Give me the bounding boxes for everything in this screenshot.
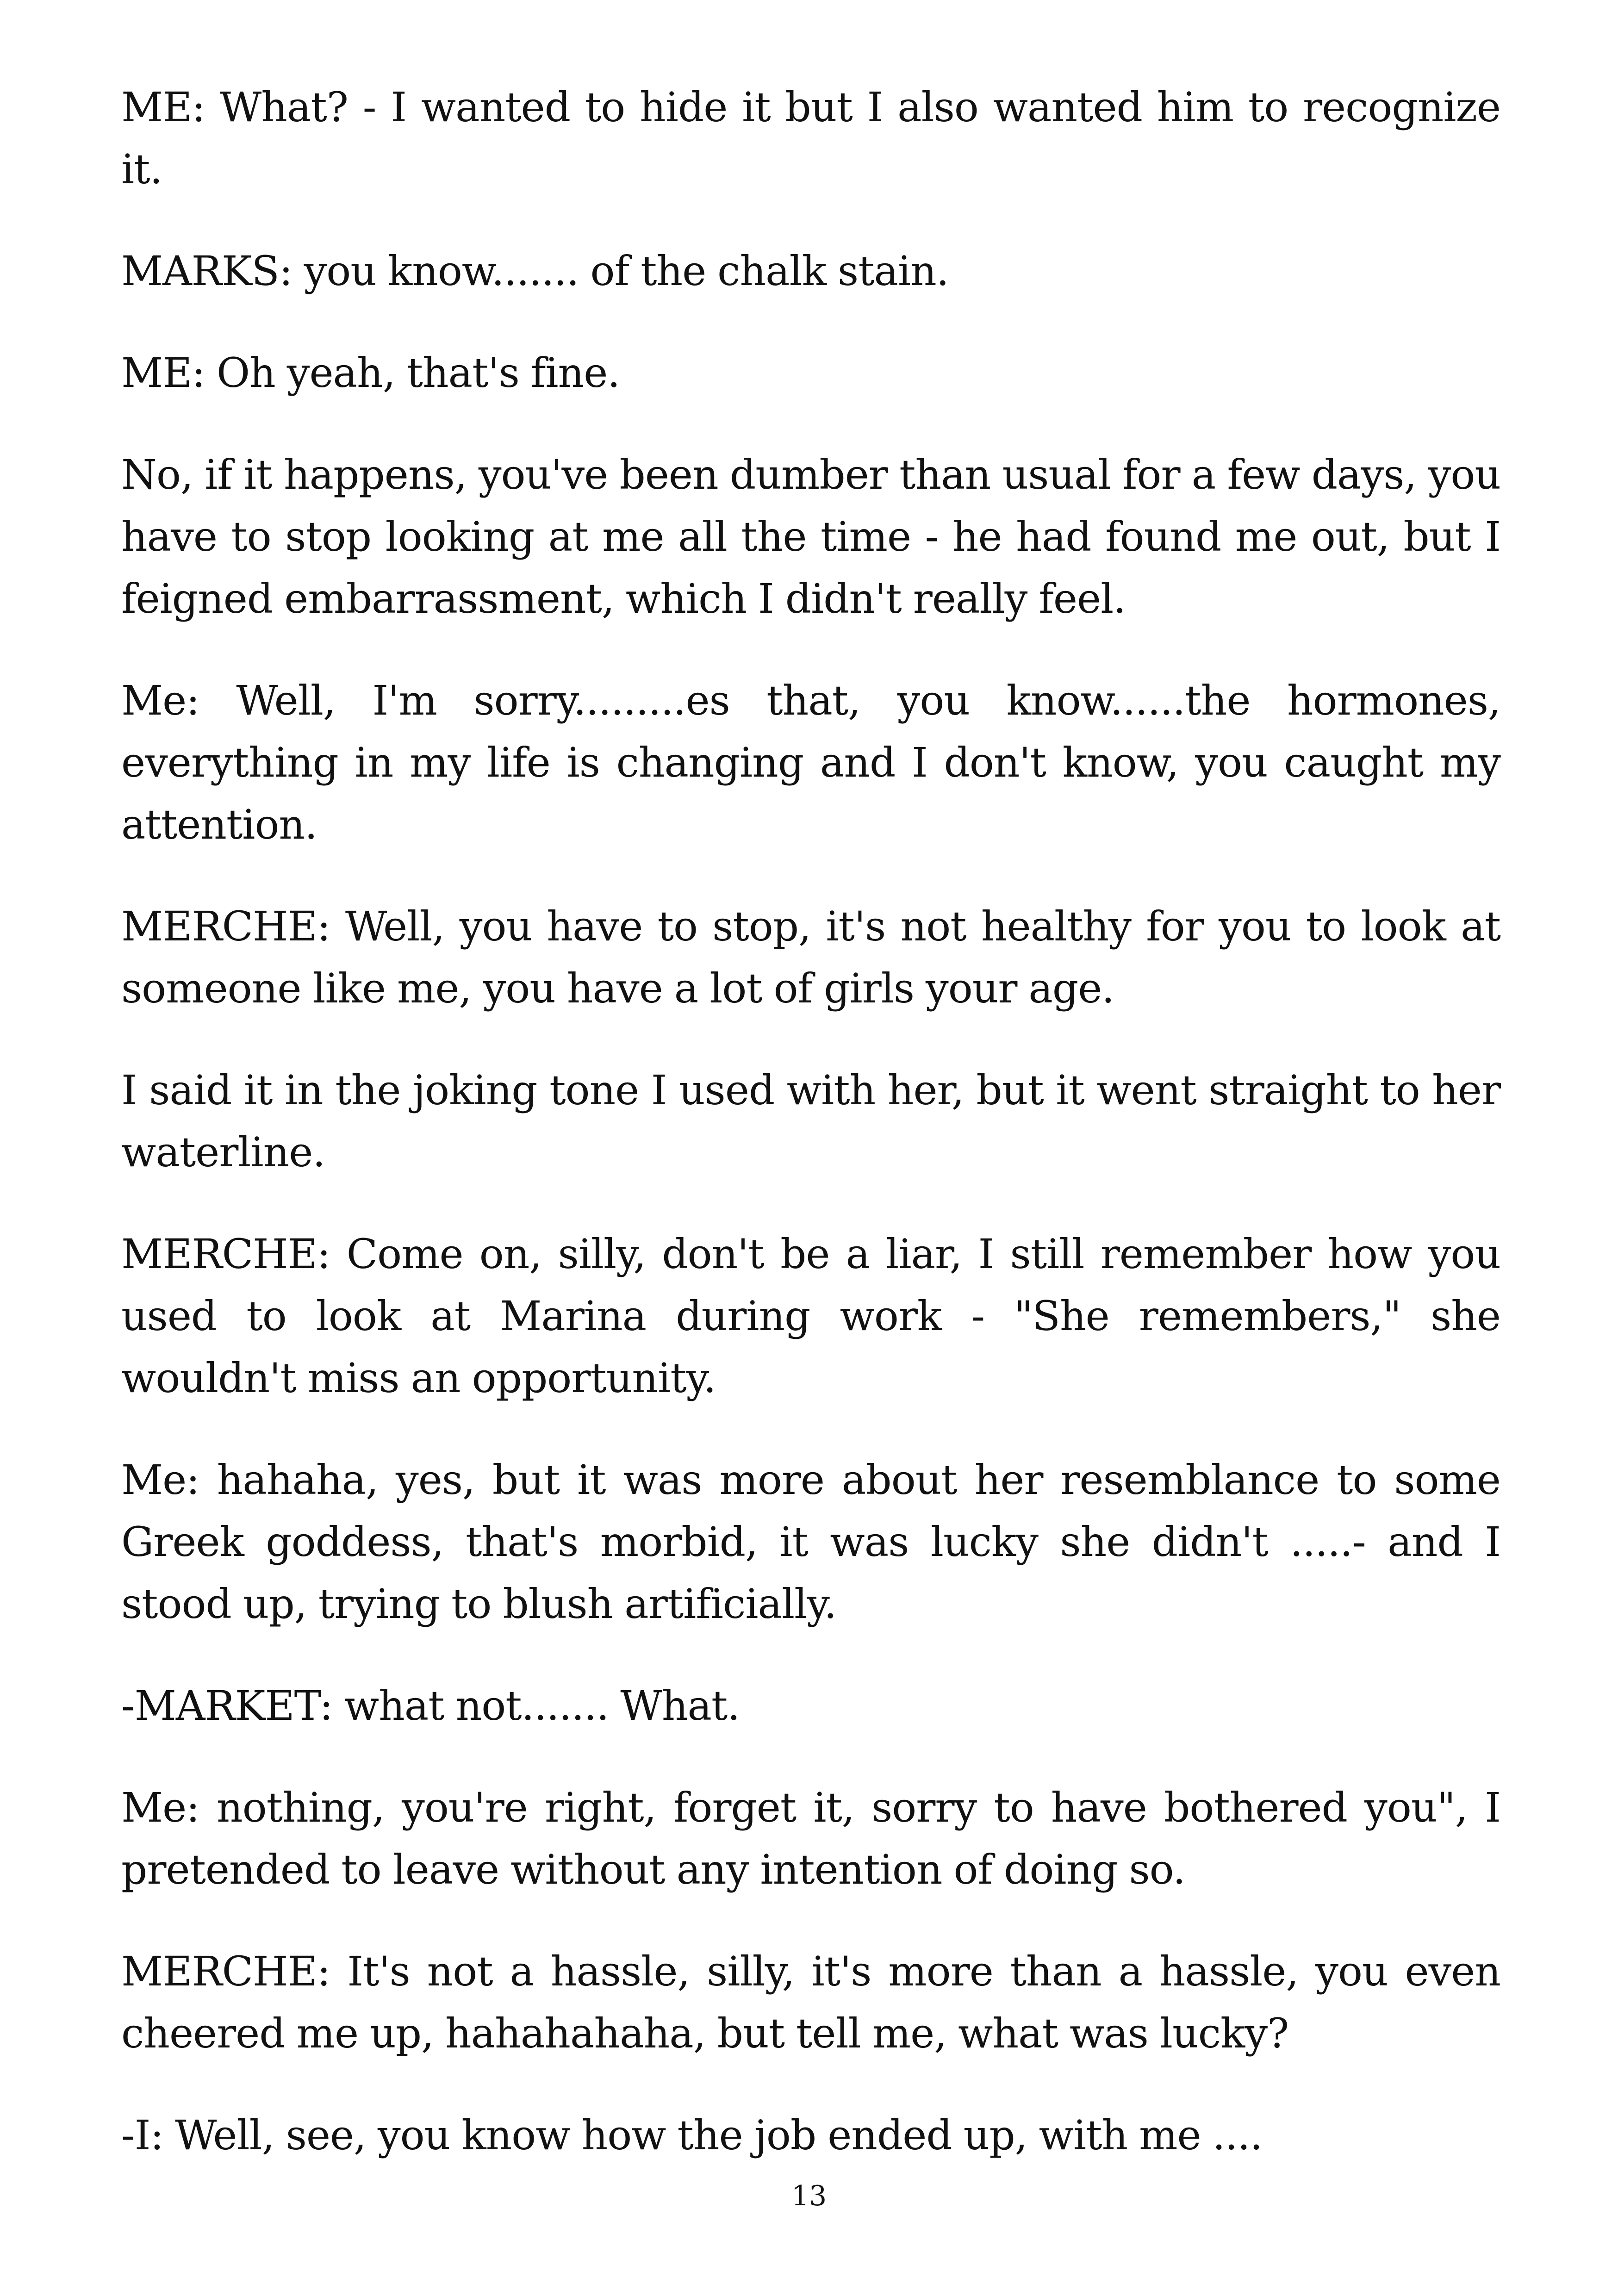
body-text — [121, 76, 1500, 2206]
paragraph: MERCHE: It's not a hassle, silly, it's more than a hassle, you even cheered me up, hahahahaha, but tell me, what was lucky? — [121, 1948, 1500, 2057]
paragraph: I said it in the joking tone I used with her, but it went straight to her waterline. — [121, 1066, 1500, 1176]
paragraph: Me: hahaha, yes, but it was more about her resemblance to some Greek goddess, that's morbid, it was lucky she didn't .....- and I stood up, trying to blush artificially. — [121, 1456, 1500, 1628]
page-number: 13 — [791, 2180, 827, 2212]
paragraph: MARKS: you know....... of the chalk stain. — [121, 247, 949, 295]
paragraph: ME: What? - I wanted to hide it but I also wanted him to recognize it. — [121, 83, 1500, 193]
paragraph: No, if it happens, you've been dumber than usual for a few days, you have to stop looking at me all the time - he had found me out, but I feigned embarrassment, which I didn't really feel. — [121, 451, 1500, 622]
paragraph: MERCHE: Well, you have to stop, it's not healthy for you to look at someone like me, you have a lot of girls your age. — [121, 902, 1500, 1012]
paragraph: MERCHE: Come on, silly, don't be a liar, I still remember how you used to look at Marina during work - "She remembers," she wouldn't miss an opportunity. — [121, 1230, 1500, 1402]
paragraph: Me: nothing, you're right, forget it, sorry to have bothered you", I pretended to leave without any intention of doing so. — [121, 1784, 1500, 1893]
paragraph: -I: Well, see, you know how the job ended up, with me .... — [121, 2111, 1263, 2159]
paragraph: -MARKET: what not....... What. — [121, 1682, 740, 1730]
paragraph: Me: Well, I'm sorry.........es that, you know......the hormones, everything in my life is changing and I don't know, you caught my attention. — [121, 677, 1500, 848]
paragraph: ME: Oh yeah, that's fine. — [121, 349, 620, 397]
